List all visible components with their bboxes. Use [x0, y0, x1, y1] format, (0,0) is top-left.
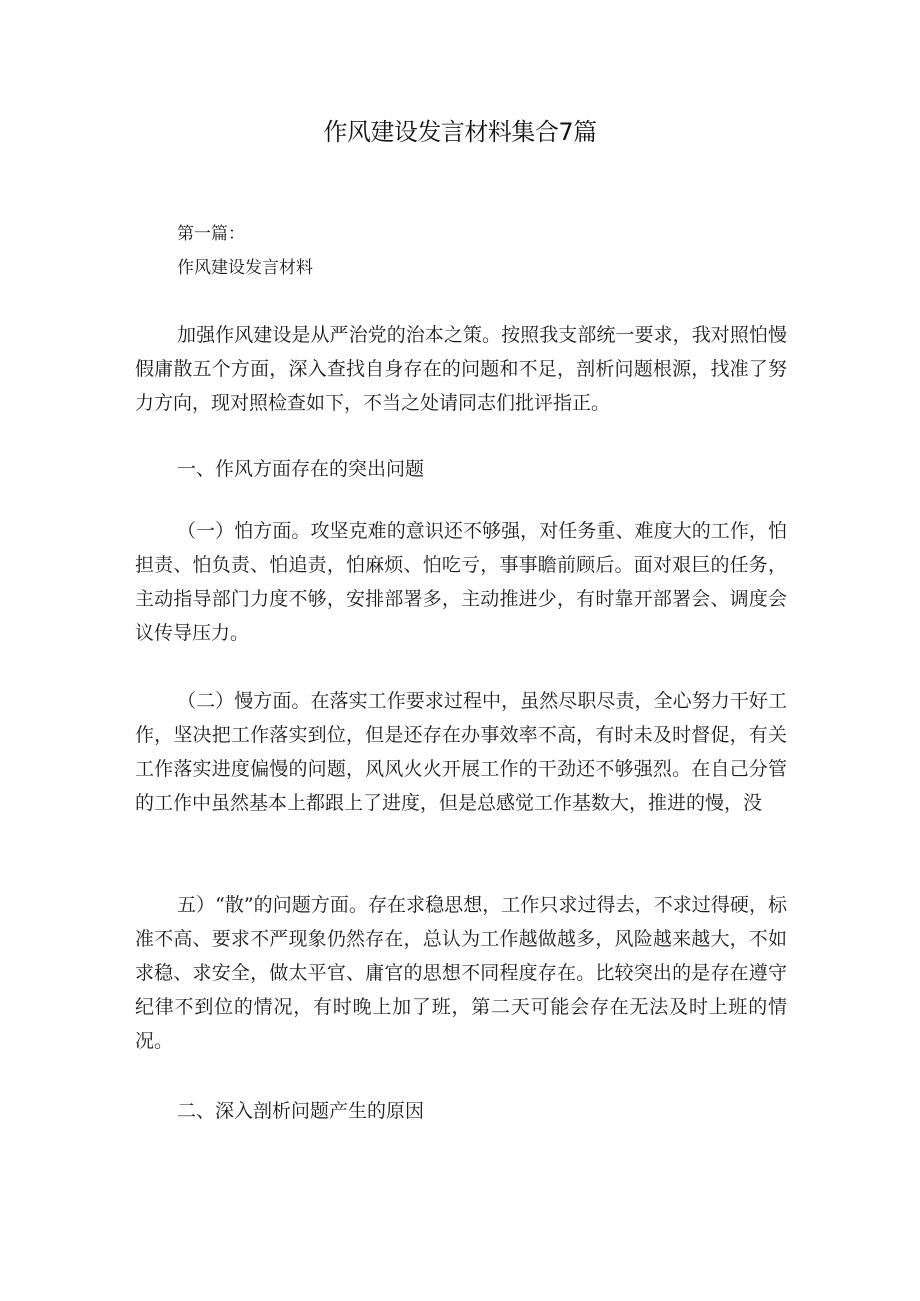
section-heading-1: 一、作风方面存在的突出问题 — [177, 458, 425, 480]
subsection-paragraph-2: （二）慢方面。在落实工作要求过程中，虽然尽职尽责，全心努力干好工作，坚决把工作落实到位，但是还存在办事效率不高，有时未及时督促，有关工作落实进度偏慢的问题，风风火火开展工作的干劲还不够强烈。在自己分管的工作中虽然基本上都跟上了进度，但是总感觉工作基数大，推进的慢，没 — [135, 690, 787, 814]
section-heading-2: 二、深入剖析问题产生的原因 — [177, 1100, 425, 1122]
intro-paragraph: 加强作风建设是从严治党的治本之策。按照我支部统一要求，我对照怕慢假庸散五个方面，深入查找自身存在的问题和不足，剖析问题根源，找准了努力方向，现对照检查如下，不当之处请同志们批评指正。 — [135, 324, 787, 414]
part-label: 第一篇： — [177, 224, 245, 244]
subsection-paragraph-1: （一）怕方面。攻坚克难的意识还不够强，对任务重、难度大的工作，怕担责、怕负责、怕追责，怕麻烦、怕吃亏，事事瞻前顾后。面对艰巨的任务，主动指导部门力度不够，安排部署多，主动推进少，有时靠开部署会、调度会议传导压力。 — [135, 520, 787, 644]
subsection-paragraph-5: 五）“散”的问题方面。存在求稳思想，工作只求过得去，不求过得硬，标准不高、要求不严现象仍然存在，总认为工作越做越多，风险越来越大，不如求稳、求安全，做太平官、庸官的思想不同程度存在。比较突出的是存在遵守纪律不到位的情况，有时晚上加了班，第二天可能会存在无法及时上班的情况。 — [135, 894, 787, 1052]
part-subtitle: 作风建设发言材料 — [177, 258, 313, 278]
document-title: 作风建设发言材料集合7篇 — [323, 118, 597, 146]
